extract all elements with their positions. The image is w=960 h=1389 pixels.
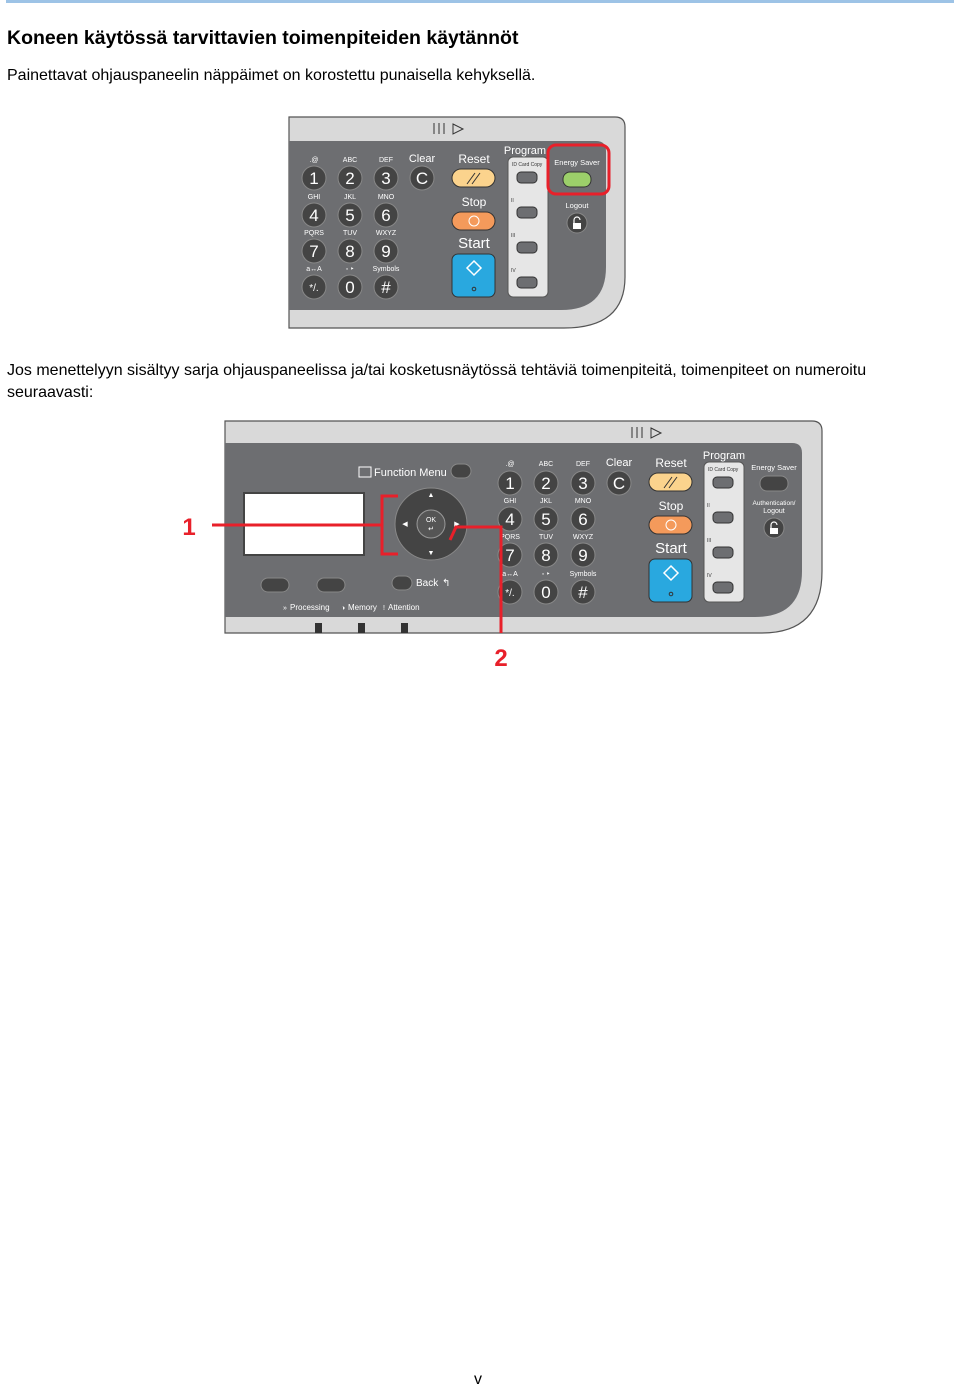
key-1[interactable]: 1 [505,474,515,493]
key-star[interactable]: */. [309,283,319,294]
key-4[interactable]: 4 [309,206,319,225]
svg-text:a↔A: a↔A [306,266,322,273]
key-6[interactable]: 6 [578,510,588,529]
key-4[interactable]: 4 [505,510,515,529]
key-9[interactable]: 9 [381,242,391,261]
svg-text:Authentication/: Authentication/ [752,500,796,507]
svg-text:Reset: Reset [458,152,490,166]
control-panel-figure-2 [180,421,825,676]
svg-text:↰: ↰ [442,578,451,589]
key-0[interactable]: 0 [541,583,551,602]
processing-indicator: Processing [290,603,330,612]
svg-text:.@: .@ [505,461,515,468]
svg-text:Program: Program [702,450,746,462]
svg-text:Reset: Reset [655,456,687,470]
svg-text:ABC: ABC [538,461,554,468]
svg-text:PQRS: PQRS [500,534,520,541]
svg-text:IV: IV [707,573,712,579]
key-1[interactable]: 1 [309,169,319,188]
control-panel-figure-1 [289,117,629,332]
svg-text:GHI: GHI [503,498,517,505]
svg-text:ID Card Copy: ID Card Copy [708,467,739,473]
key-2[interactable]: 2 [541,474,551,493]
key-2[interactable]: 2 [345,169,355,188]
svg-text:WXYZ: WXYZ [572,534,594,541]
callout-2: 2 [494,645,508,672]
key-hash[interactable]: # [381,278,391,297]
function-menu-button[interactable] [451,464,471,478]
svg-text:MNO: MNO [574,498,592,505]
energy-saver-button[interactable] [563,172,591,187]
key-hash[interactable]: # [578,583,588,602]
intro-text: Painettavat ohjauspaneelin näppäimet on korostettu punaisella kehyksellä. [7,67,536,84]
svg-text:MNO: MNO [377,194,395,201]
energy-saver-button[interactable] [760,476,788,491]
program-key-1[interactable] [713,477,733,488]
svg-text:a↔A: a↔A [502,571,518,578]
program-key-2[interactable] [517,207,537,218]
svg-text:IV: IV [511,268,516,274]
svg-text:Clear: Clear [605,457,633,469]
reset-button[interactable] [649,473,692,491]
svg-text:Symbols: Symbols [372,266,400,273]
callout-1: 1 [182,514,196,541]
svg-text:Energy Saver: Energy Saver [751,463,797,472]
svg-text:ABC: ABC [342,157,358,164]
svg-text:▼: ▼ [427,550,435,557]
svg-text:ID Card Copy: ID Card Copy [512,162,543,168]
key-star[interactable]: */. [505,588,515,599]
svg-text:▶: ▶ [454,521,460,528]
svg-text:◦ ‣: ◦ ‣ [345,266,355,273]
top-rule [6,0,954,3]
svg-text:Back: Back [416,578,439,589]
svg-text:»: » [283,605,287,612]
page-title: Koneen käytössä tarvittavien toimenpiteiden käytännöt [7,27,519,49]
reset-button[interactable] [452,169,495,187]
svg-text:◦ ‣: ◦ ‣ [541,571,551,578]
attention-indicator: Attention [388,603,420,612]
svg-text:!: ! [383,605,385,612]
key-7[interactable]: 7 [505,546,515,565]
back-button[interactable] [392,576,412,590]
svg-text:.@: .@ [309,157,319,164]
svg-text:◀: ◀ [402,521,408,528]
program-key-4[interactable] [713,582,733,593]
page-number: v [474,1371,482,1388]
soft-key-right[interactable] [317,578,345,592]
ok-button[interactable] [417,510,445,538]
key-8[interactable]: 8 [541,546,551,565]
svg-text:Stop: Stop [461,195,487,209]
key-7[interactable]: 7 [309,242,319,261]
svg-text:JKL: JKL [343,194,357,201]
svg-text:Stop: Stop [658,499,684,513]
key-8[interactable]: 8 [345,242,355,261]
procedure-text: Jos menettelyyn sisältyy sarja ohjauspaneelissa ja/tai kosketusnäytössä tehtäviä toimenpiteitä, toimenpiteet on numeroitu seuraavasti: [7,362,867,401]
key-0[interactable]: 0 [345,278,355,297]
program-key-3[interactable] [517,242,537,253]
svg-text:DEF: DEF [576,461,590,468]
program-key-4[interactable] [517,277,537,288]
program-key-1[interactable] [517,172,537,183]
key-3[interactable]: 3 [381,169,391,188]
svg-text:PQRS: PQRS [304,230,324,237]
svg-text:TUV: TUV [539,534,553,541]
svg-text:Start: Start [458,235,490,252]
svg-text:◑: ◑ [341,605,346,612]
stop-button[interactable] [452,212,495,230]
svg-text:Start: Start [655,540,687,557]
key-9[interactable]: 9 [578,546,588,565]
program-key-3[interactable] [713,547,733,558]
svg-text:Clear: Clear [408,153,436,165]
svg-text:Function Menu: Function Menu [374,467,447,479]
memory-indicator: Memory [348,603,377,612]
svg-text:GHI: GHI [307,194,321,201]
key-5[interactable]: 5 [345,206,355,225]
program-key-2[interactable] [713,512,733,523]
key-3[interactable]: 3 [578,474,588,493]
svg-text:Logout: Logout [763,508,785,515]
svg-text:↵: ↵ [428,526,434,533]
svg-text:Program: Program [503,145,547,157]
svg-text:Logout: Logout [565,201,589,210]
stop-button[interactable] [649,516,692,534]
key-6[interactable]: 6 [381,206,391,225]
svg-text:WXYZ: WXYZ [375,230,397,237]
svg-text:C: C [612,474,626,493]
svg-text:III: III [707,538,712,544]
svg-text:III: III [511,233,516,239]
svg-text:OK: OK [425,517,437,524]
key-5[interactable]: 5 [541,510,551,529]
svg-text:JKL: JKL [539,498,553,505]
svg-text:Symbols: Symbols [569,571,597,578]
svg-text:C: C [415,169,429,188]
svg-text:II: II [707,503,710,509]
svg-text:DEF: DEF [379,157,393,164]
svg-text:TUV: TUV [343,230,357,237]
svg-text:Energy Saver: Energy Saver [554,158,600,167]
soft-key-left[interactable] [261,578,289,592]
svg-text:II: II [511,198,514,204]
svg-text:▲: ▲ [427,492,435,499]
